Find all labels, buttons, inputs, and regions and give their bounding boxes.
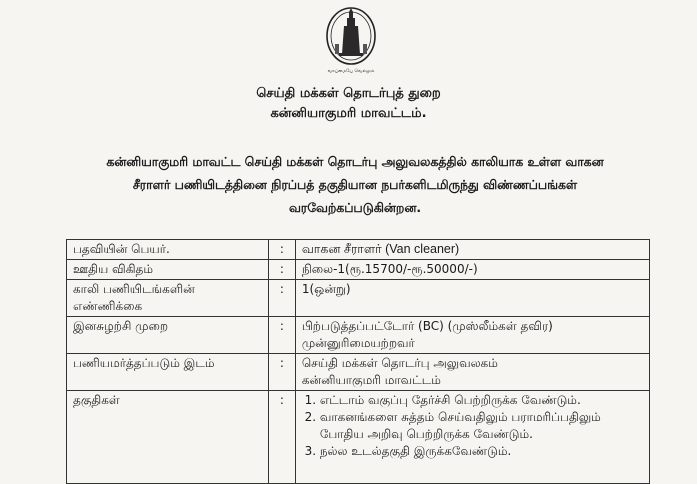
list-item: 2. வாகனங்களை சுத்தம் செய்வதிலும் பராமரிப்பதிலும் போதிய அறிவு பெற்றிருக்க வேண்டும். xyxy=(320,409,643,443)
row-separator: : xyxy=(268,354,295,391)
notice-line: வரவேற்கப்படுகின்றன. xyxy=(288,200,422,215)
notice-line: கன்னியாகுமரி மாவட்ட செய்தி மக்கள் தொடர்பு அலுவலகத்தில் காலியாக உள்ள வாகன xyxy=(106,154,604,169)
table-row xyxy=(67,354,650,391)
list-item: 3. நல்ல உடல்தகுதி இருக்கவேண்டும். xyxy=(320,443,643,460)
row-label-line: எண்ணிக்கை xyxy=(73,299,143,313)
district-title: கன்னியாகுமரி மாவட்டம். xyxy=(270,106,427,121)
row-label: பதவியின் பெயர். xyxy=(67,240,269,260)
row-separator: : xyxy=(268,280,295,317)
row-value-line: முன்னுரிமையற்றவர் xyxy=(301,336,415,350)
row-label: பணியமர்த்தப்படும் இடம் xyxy=(67,354,269,391)
row-label-line: காலி பணியிடங்களின் xyxy=(73,282,195,296)
row-value-line: கன்னியாகுமரி மாவட்டம் xyxy=(301,373,441,387)
row-label: இனசுழற்சி முறை xyxy=(67,317,269,354)
row-separator: : xyxy=(268,391,295,484)
notice-text xyxy=(60,150,650,219)
row-value: வாகன சீராளர் (Van cleaner) xyxy=(295,240,649,260)
post-details-table xyxy=(66,239,650,484)
tamil-nadu-emblem xyxy=(325,4,377,78)
qualifications-list xyxy=(302,392,643,460)
row-label xyxy=(67,280,269,317)
row-value: 1(ஒன்று) xyxy=(295,280,649,317)
row-label: ஊதிய விகிதம் xyxy=(67,260,269,280)
table-row xyxy=(67,260,650,280)
row-value: நிலை-1(ரூ.15700/-ரூ.50000/-) xyxy=(295,260,649,280)
row-separator: : xyxy=(268,317,295,354)
department-title: செய்தி மக்கள் தொடர்புத் துறை xyxy=(256,86,441,101)
table-row xyxy=(67,391,650,484)
row-value xyxy=(295,317,649,354)
row-separator: : xyxy=(268,260,295,280)
qualifications-cell xyxy=(295,391,649,484)
list-item: 1. எட்டாம் வகுப்பு தேர்ச்சி பெற்றிருக்க வேண்டும். xyxy=(320,392,643,409)
notice-line: சீராளர் பணியிடத்தினை நிரப்பத் தகுதியான நபர்களிடமிருந்து விண்ணப்பங்கள் xyxy=(132,177,578,192)
row-value-line: செய்தி மக்கள் தொடர்பு அலுவலகம் xyxy=(301,356,498,370)
table-row xyxy=(67,317,650,354)
row-separator: : xyxy=(268,240,295,260)
row-label: தகுதிகள் xyxy=(67,391,269,484)
svg-text:வாய்மையே வெல்லும்: வாய்மையே வெல்லும் xyxy=(327,69,375,74)
temple-gopuram-icon xyxy=(325,4,377,78)
row-value xyxy=(295,354,649,391)
table-row xyxy=(67,240,650,260)
row-value-line: பிற்படுத்தப்பட்டோர் (BC) (முஸ்லீம்கள் தவிர) xyxy=(301,319,553,333)
table-row xyxy=(67,280,650,317)
